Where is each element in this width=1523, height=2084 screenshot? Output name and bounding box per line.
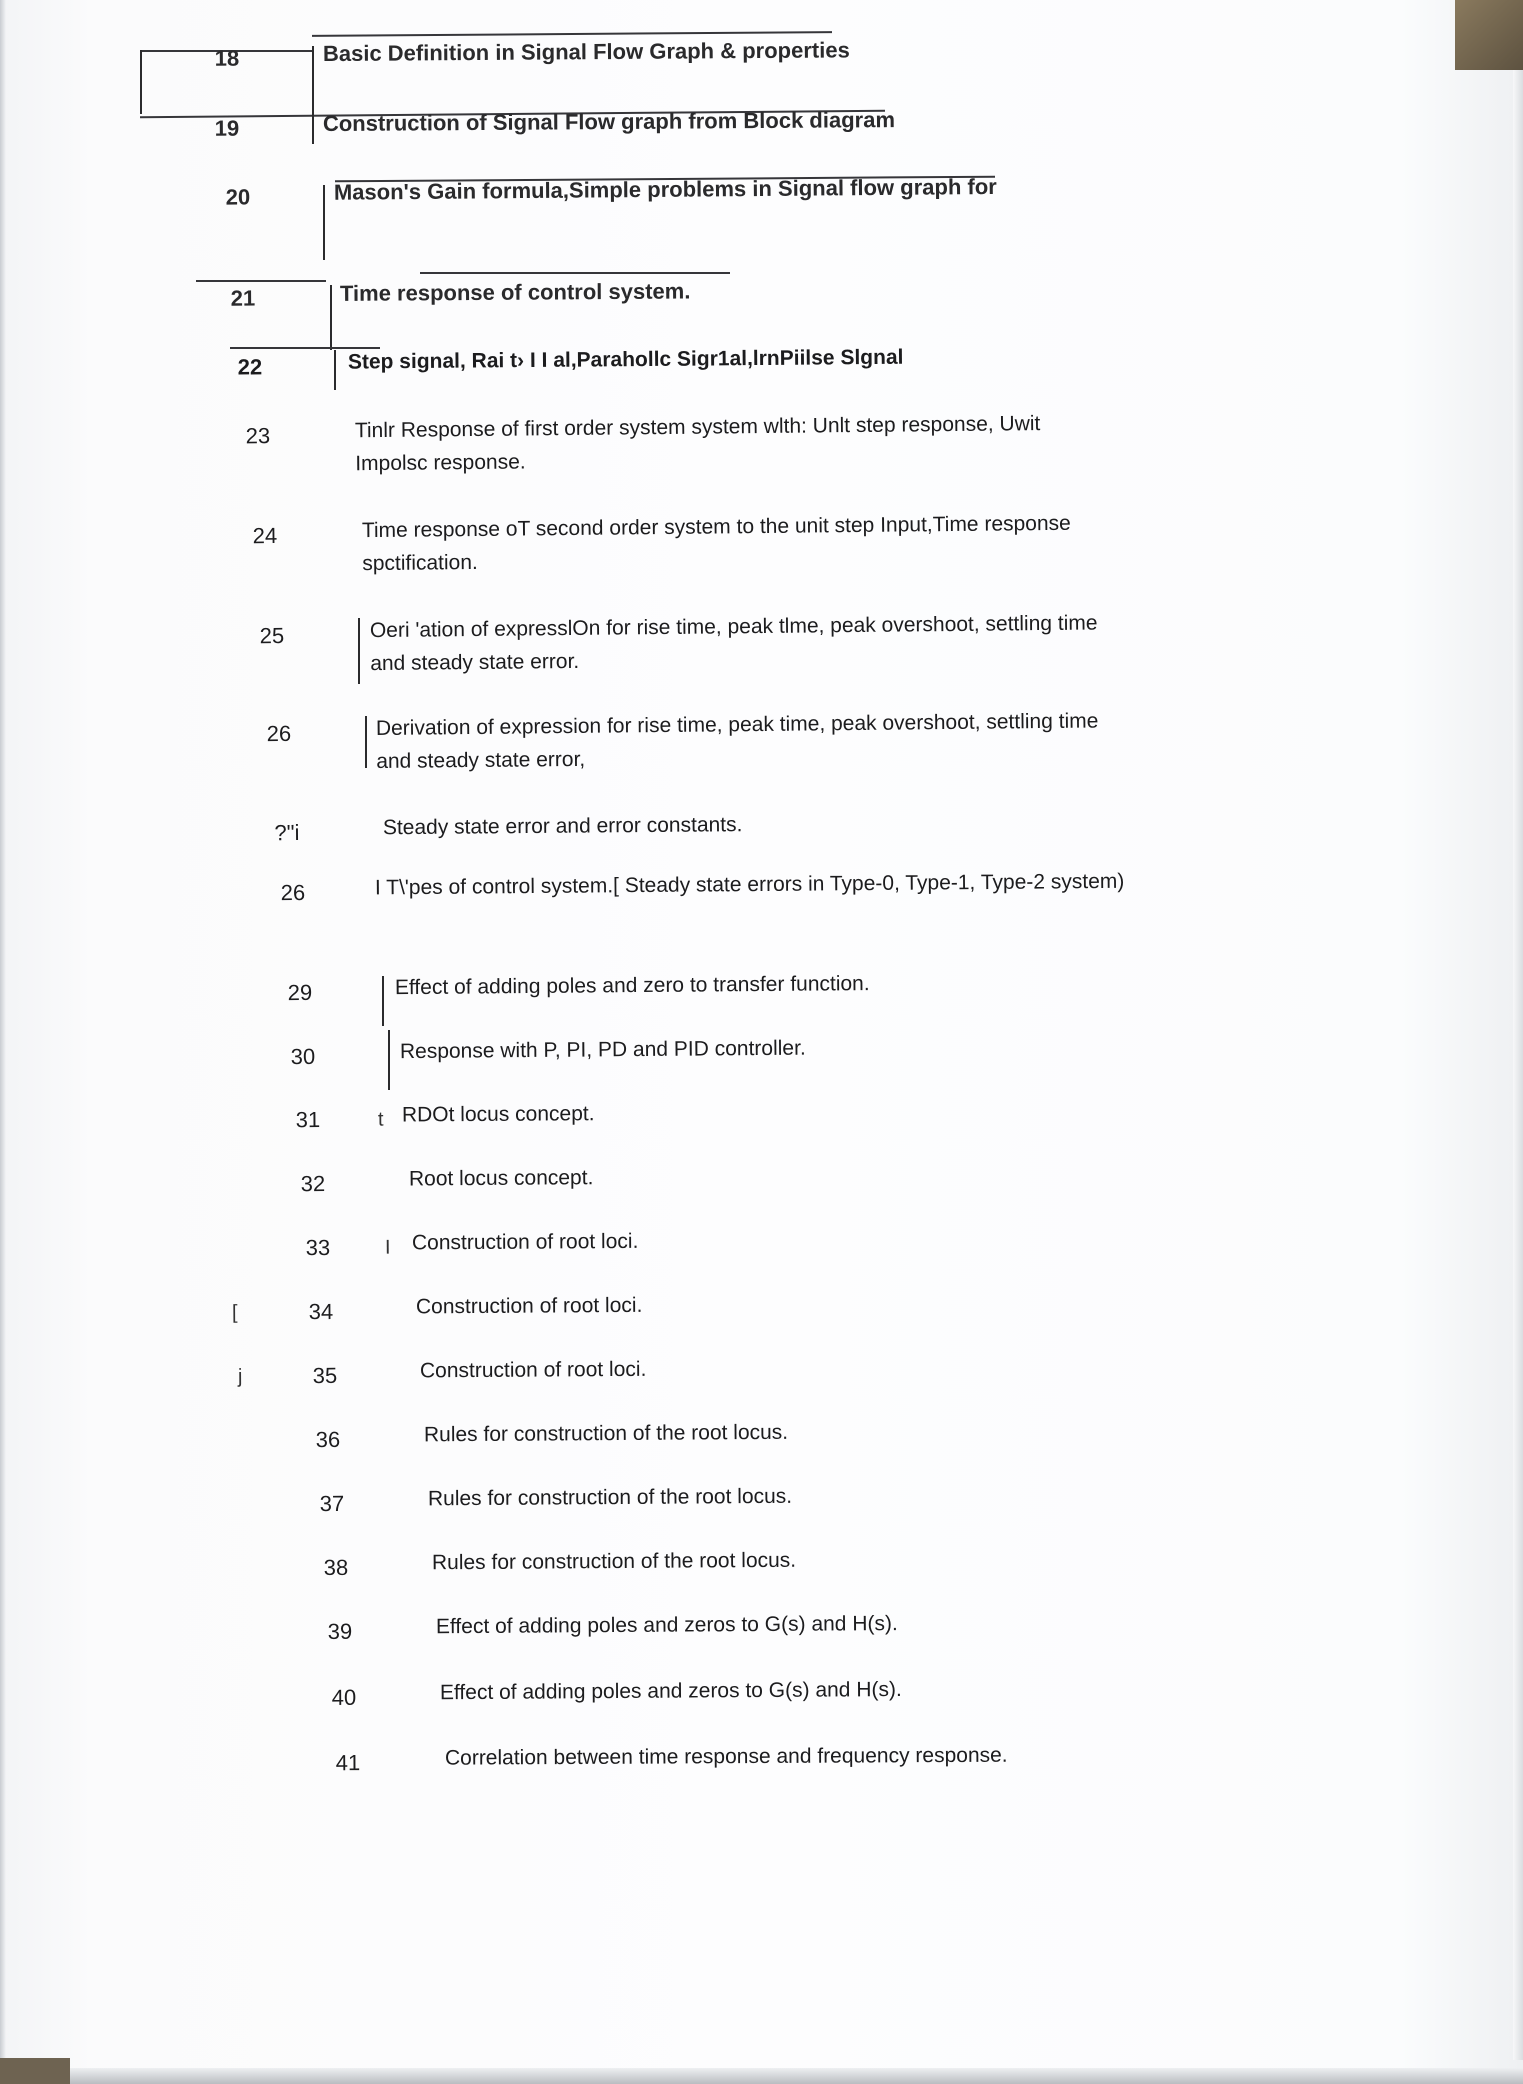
list-item	[0, 859, 1523, 932]
list-item	[0, 500, 1523, 576]
item-number: 30	[290, 1043, 316, 1070]
background-corner-bottom	[0, 2058, 70, 2084]
item-text: Correlation between time response and frequency response.	[444, 1743, 1008, 1770]
item-number: 25	[259, 622, 285, 649]
list-item	[0, 1601, 1523, 1672]
list-item	[0, 1409, 1523, 1480]
margin-mark: t	[377, 1108, 384, 1131]
list-item	[0, 1217, 1523, 1288]
item-number: 26	[280, 879, 306, 906]
item-number: 39	[327, 1618, 353, 1645]
item-number: 29	[287, 979, 313, 1006]
list-item	[0, 27, 1523, 98]
item-text: RDOt locus concept.	[401, 1102, 595, 1127]
item-number: 23	[245, 423, 271, 449]
item-text: Construction of root loci.	[419, 1357, 647, 1383]
item-text: Derivation of expression for rise time, peak time, peak overshoot, settling time and steady state error,	[375, 709, 1099, 774]
list-item	[0, 97, 1523, 168]
list-item	[0, 698, 1523, 774]
item-text: Time response oT second order system to the unit step Input,Time response spctification.	[361, 511, 1071, 576]
list-item	[0, 1281, 1523, 1352]
list-item	[0, 163, 1523, 236]
item-number: 41	[335, 1750, 361, 1776]
item-number: 37	[319, 1490, 345, 1517]
item-text: Basic Definition in Signal Flow Graph & properties	[322, 37, 850, 67]
item-number: 34	[308, 1298, 334, 1325]
item-number: 40	[331, 1684, 357, 1710]
item-text: Oeri 'ation of expresslOn for rise time, peak tlme, peak overshoot, settling time and steady state error.	[369, 611, 1098, 676]
list-item	[0, 1153, 1523, 1224]
item-text: Construction of root loci.	[411, 1229, 639, 1255]
list-item	[0, 600, 1523, 676]
item-text: Construction of root loci.	[415, 1293, 643, 1319]
item-number: 22	[237, 354, 263, 380]
item-text: Response with P, PI, PD and PID controller.	[399, 1036, 806, 1064]
list-item	[0, 400, 1523, 476]
margin-mark: j	[237, 1365, 243, 1388]
list-item	[0, 267, 1523, 338]
list-item	[0, 1089, 1523, 1160]
list-item	[0, 1023, 1523, 1096]
item-text: Effect of adding poles and zero to transfer function.	[394, 972, 870, 1000]
item-text: Effect of adding poles and zeros to G(s) and H(s).	[439, 1678, 902, 1705]
item-text: Tinlr Response of first order system system wlth: Unlt step response, Uwit Impolsc response.	[354, 412, 1041, 476]
item-number: 33	[305, 1235, 331, 1261]
item-number: 21	[230, 285, 256, 311]
item-text: Rules for construction of the root locus.	[423, 1420, 789, 1447]
margin-mark: [	[231, 1301, 238, 1324]
item-text: Construction of Signal Flow graph from Block diagram	[322, 107, 896, 137]
item-text: Mason's Gain formula,Simple problems in Signal flow graph for	[333, 173, 997, 205]
list-item	[0, 1473, 1523, 1544]
item-number: 19	[214, 115, 240, 141]
item-text: Effect of adding poles and zeros to G(s) and H(s).	[435, 1612, 898, 1639]
item-text: Rules for construction of the root locus.	[427, 1484, 793, 1511]
item-number: 32	[300, 1171, 326, 1197]
item-text: I T\'pes of control system.[ Steady state errors in Type-0, Type-1, Type-2 system)	[374, 869, 1125, 900]
item-number: 38	[323, 1554, 349, 1581]
item-text: Step signal, Rai t› I I al,Parahollc Sigr1al,lrnPiilse Slgnal	[347, 345, 904, 374]
list-item	[0, 1537, 1523, 1608]
item-number: 36	[315, 1426, 341, 1453]
item-number: 20	[225, 184, 251, 210]
item-number: 24	[252, 523, 278, 549]
item-text: Time response of control system.	[339, 278, 691, 306]
item-number: 26	[266, 720, 292, 747]
item-number: ?"i	[274, 820, 300, 846]
margin-mark: I	[384, 1236, 391, 1259]
item-number: 18	[214, 45, 240, 71]
item-text: Root locus concept.	[408, 1166, 594, 1191]
list-item	[0, 1345, 1523, 1416]
list-item	[0, 333, 1523, 406]
list-item	[0, 959, 1523, 1032]
item-text: Rules for construction of the root locus.	[431, 1548, 797, 1575]
list-item	[0, 1667, 1523, 1738]
item-number: 35	[312, 1362, 338, 1389]
page-edge-bottom	[0, 2068, 1523, 2084]
item-text: Steady state error and error constants.	[382, 813, 743, 840]
item-number: 31	[295, 1107, 321, 1133]
list-item	[0, 1734, 1523, 1802]
